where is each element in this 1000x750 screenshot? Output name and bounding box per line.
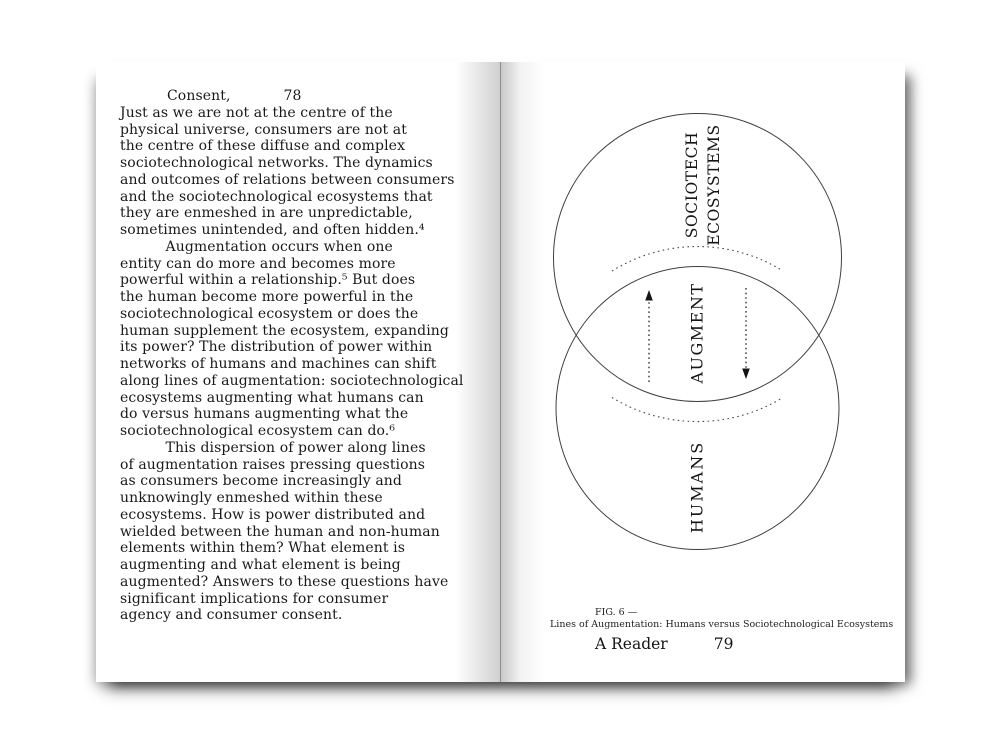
- right-page: [500, 62, 905, 682]
- body-text-line: and the sociotechnological ecosystems that: [120, 188, 433, 205]
- figure-number: FIG. 6 —: [595, 607, 638, 618]
- venn-diagram: [500, 62, 905, 682]
- body-text-line: elements within them? What element is: [120, 540, 405, 557]
- sociotech-label-line1: SOCIOTECH: [683, 131, 701, 239]
- body-text-line: significant implications for consumer: [120, 590, 389, 607]
- body-text-line: sociotechnological ecosystem can do.⁶: [120, 423, 396, 439]
- body-text-line: sometimes unintended, and often hidden.⁴: [120, 222, 425, 238]
- page-number-78: 78: [283, 88, 302, 104]
- body-text-line: sociotechnological networks. The dynamics: [120, 155, 433, 171]
- body-text-line: ecosystems augmenting what humans can: [120, 389, 424, 406]
- body-text-line: of augmentation raises pressing questions: [120, 456, 426, 473]
- body-text-line: Augmentation occurs when one: [120, 238, 393, 255]
- left-page-text-block: [120, 88, 492, 624]
- body-text-line: sociotechnological ecosystem or does the: [120, 305, 419, 322]
- body-text-line: augmented? Answers to these questions have: [120, 573, 449, 590]
- left-page: [96, 62, 500, 682]
- body-text-line: unknowingly enmeshed within these: [120, 490, 383, 506]
- body-text-line: and outcomes of relations between consumers: [120, 171, 455, 188]
- sociotech-label-line2: ECOSYSTEMS: [705, 124, 723, 246]
- chapter-title: Consent,: [167, 88, 231, 104]
- body-text-line: augmenting and what element is being: [120, 557, 401, 573]
- body-text-line: agency and consumer consent.: [120, 607, 343, 624]
- book-title: A Reader: [595, 635, 668, 653]
- body-text-line: entity can do more and becomes more: [120, 255, 396, 272]
- humans-label: HUMANS: [687, 440, 707, 534]
- body-text-line: do versus humans augmenting what the: [120, 406, 409, 423]
- running-header: [120, 88, 492, 105]
- figure-caption: Lines of Augmentation: Humans versus Sociotechnological Ecosystems: [550, 619, 894, 630]
- upper-dotted-arc: [612, 247, 783, 271]
- body-text-line: its power? The distribution of power within: [120, 339, 433, 356]
- running-footer: [595, 635, 733, 653]
- body-text-line: the human become more powerful in the: [120, 289, 414, 305]
- body-text-line: This dispersion of power along lines: [120, 439, 426, 456]
- body-text-line: wielded between the human and non-human: [120, 523, 440, 540]
- body-text-line: along lines of augmentation: sociotechnological: [120, 372, 464, 389]
- page-number-79: 79: [713, 635, 734, 653]
- body-text-line: the centre of these diffuse and complex: [120, 138, 406, 155]
- body-text-line: as consumers become increasingly and: [120, 473, 402, 490]
- book-spine: [500, 62, 501, 682]
- body-text-line: powerful within a relationship.⁵ But does: [120, 272, 416, 289]
- book-spread: [96, 62, 905, 682]
- body-text-line: they are enmeshed in are unpredictable,: [120, 205, 413, 222]
- augment-label: AUGMENT: [687, 282, 707, 384]
- body-text-line: ecosystems. How is power distributed and: [120, 506, 426, 523]
- up-arrowhead-icon: [645, 290, 653, 301]
- body-text: [120, 105, 492, 624]
- body-text-line: Just as we are not at the centre of the: [120, 104, 393, 121]
- body-text-line: physical universe, consumers are not at: [120, 121, 407, 138]
- body-text-line: human supplement the ecosystem, expanding: [120, 322, 449, 339]
- body-text-line: networks of humans and machines can shift: [120, 356, 437, 372]
- down-arrowhead-icon: [742, 369, 750, 380]
